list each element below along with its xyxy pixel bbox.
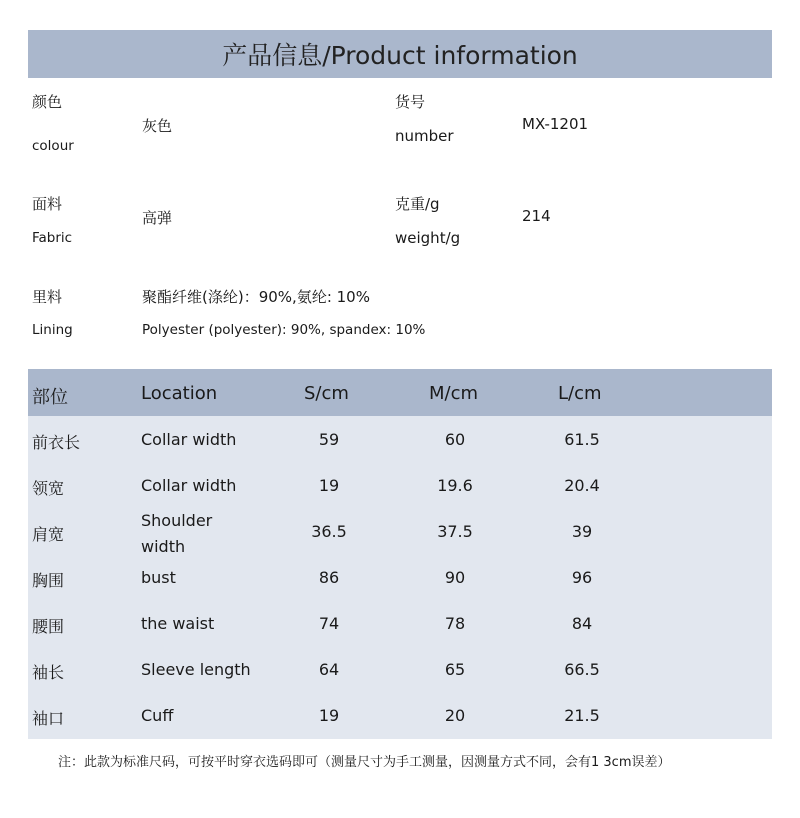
row-l: 39 bbox=[571, 522, 593, 541]
row-part: 肩宽 bbox=[32, 525, 65, 544]
colour-label-en: colour bbox=[32, 138, 74, 154]
number-value: MX-1201 bbox=[522, 115, 589, 133]
row-s: 59 bbox=[318, 430, 340, 449]
size-table-header bbox=[28, 369, 772, 416]
row-l: 84 bbox=[571, 614, 593, 633]
row-part: 腰围 bbox=[32, 617, 65, 636]
row-location: Collar width bbox=[141, 430, 237, 449]
row-m: 78 bbox=[444, 614, 466, 633]
row-location: Collar width bbox=[141, 476, 237, 495]
header-m: M/cm bbox=[429, 383, 479, 404]
lining-label-en: Lining bbox=[32, 322, 73, 338]
colour-label-cn: 颜色 bbox=[32, 93, 63, 111]
lining-label-cn: 里料 bbox=[32, 288, 63, 306]
row-l: 66.5 bbox=[564, 660, 600, 679]
row-l: 21.5 bbox=[564, 706, 600, 725]
fabric-value: 高弹 bbox=[142, 209, 173, 227]
header-l: L/cm bbox=[558, 383, 602, 404]
row-s: 64 bbox=[318, 660, 340, 679]
lining-value-cn: 聚酯纤维(涤纶)：90%,氨纶: 10% bbox=[142, 288, 370, 306]
row-m: 19.6 bbox=[437, 476, 473, 495]
row-location-line1: Shoulder bbox=[141, 511, 213, 530]
lining-value-en: Polyester (polyester): 90%, spandex: 10% bbox=[142, 322, 426, 338]
measurement-note: 注：此款为标准尺码，可按平时穿衣选码即可（测量尺寸为手工测量，因测量方式不同，会有1 3cm误差） bbox=[58, 755, 671, 770]
fabric-label-en: Fabric bbox=[32, 230, 73, 246]
row-location: bust bbox=[141, 568, 176, 587]
row-m: 37.5 bbox=[437, 522, 473, 541]
row-part: 袖口 bbox=[32, 709, 65, 728]
row-s: 86 bbox=[318, 568, 340, 587]
row-l: 20.4 bbox=[564, 476, 600, 495]
row-s: 36.5 bbox=[311, 522, 347, 541]
row-s: 74 bbox=[318, 614, 340, 633]
weight-value: 214 bbox=[522, 207, 551, 225]
weight-label-en: weight/g bbox=[395, 229, 461, 247]
row-location: Cuff bbox=[141, 706, 174, 725]
row-m: 65 bbox=[444, 660, 466, 679]
row-part: 袖长 bbox=[32, 663, 65, 682]
header-part: 部位 bbox=[32, 387, 68, 408]
row-part: 前衣长 bbox=[32, 433, 81, 452]
fabric-label-cn: 面料 bbox=[32, 195, 63, 213]
row-part: 胸围 bbox=[32, 571, 65, 590]
row-part: 领宽 bbox=[32, 479, 65, 498]
row-l: 61.5 bbox=[564, 430, 600, 449]
number-label-cn: 货号 bbox=[395, 93, 426, 111]
colour-value: 灰色 bbox=[142, 117, 173, 135]
row-s: 19 bbox=[318, 706, 340, 725]
number-label-en: number bbox=[395, 127, 454, 145]
row-m: 20 bbox=[444, 706, 466, 725]
row-location: the waist bbox=[141, 614, 215, 633]
row-l: 96 bbox=[571, 568, 593, 587]
product-info-title-bar bbox=[28, 30, 772, 78]
weight-label-cn: 克重/g bbox=[395, 195, 440, 213]
row-m: 60 bbox=[444, 430, 466, 449]
row-location-line2: width bbox=[141, 537, 186, 556]
row-location: Sleeve length bbox=[141, 660, 251, 679]
row-m: 90 bbox=[444, 568, 466, 587]
header-location: Location bbox=[141, 383, 218, 404]
page-title: 产品信息/Product information bbox=[222, 41, 578, 70]
size-table-body bbox=[28, 416, 772, 739]
row-s: 19 bbox=[318, 476, 340, 495]
header-s: S/cm bbox=[304, 383, 349, 404]
